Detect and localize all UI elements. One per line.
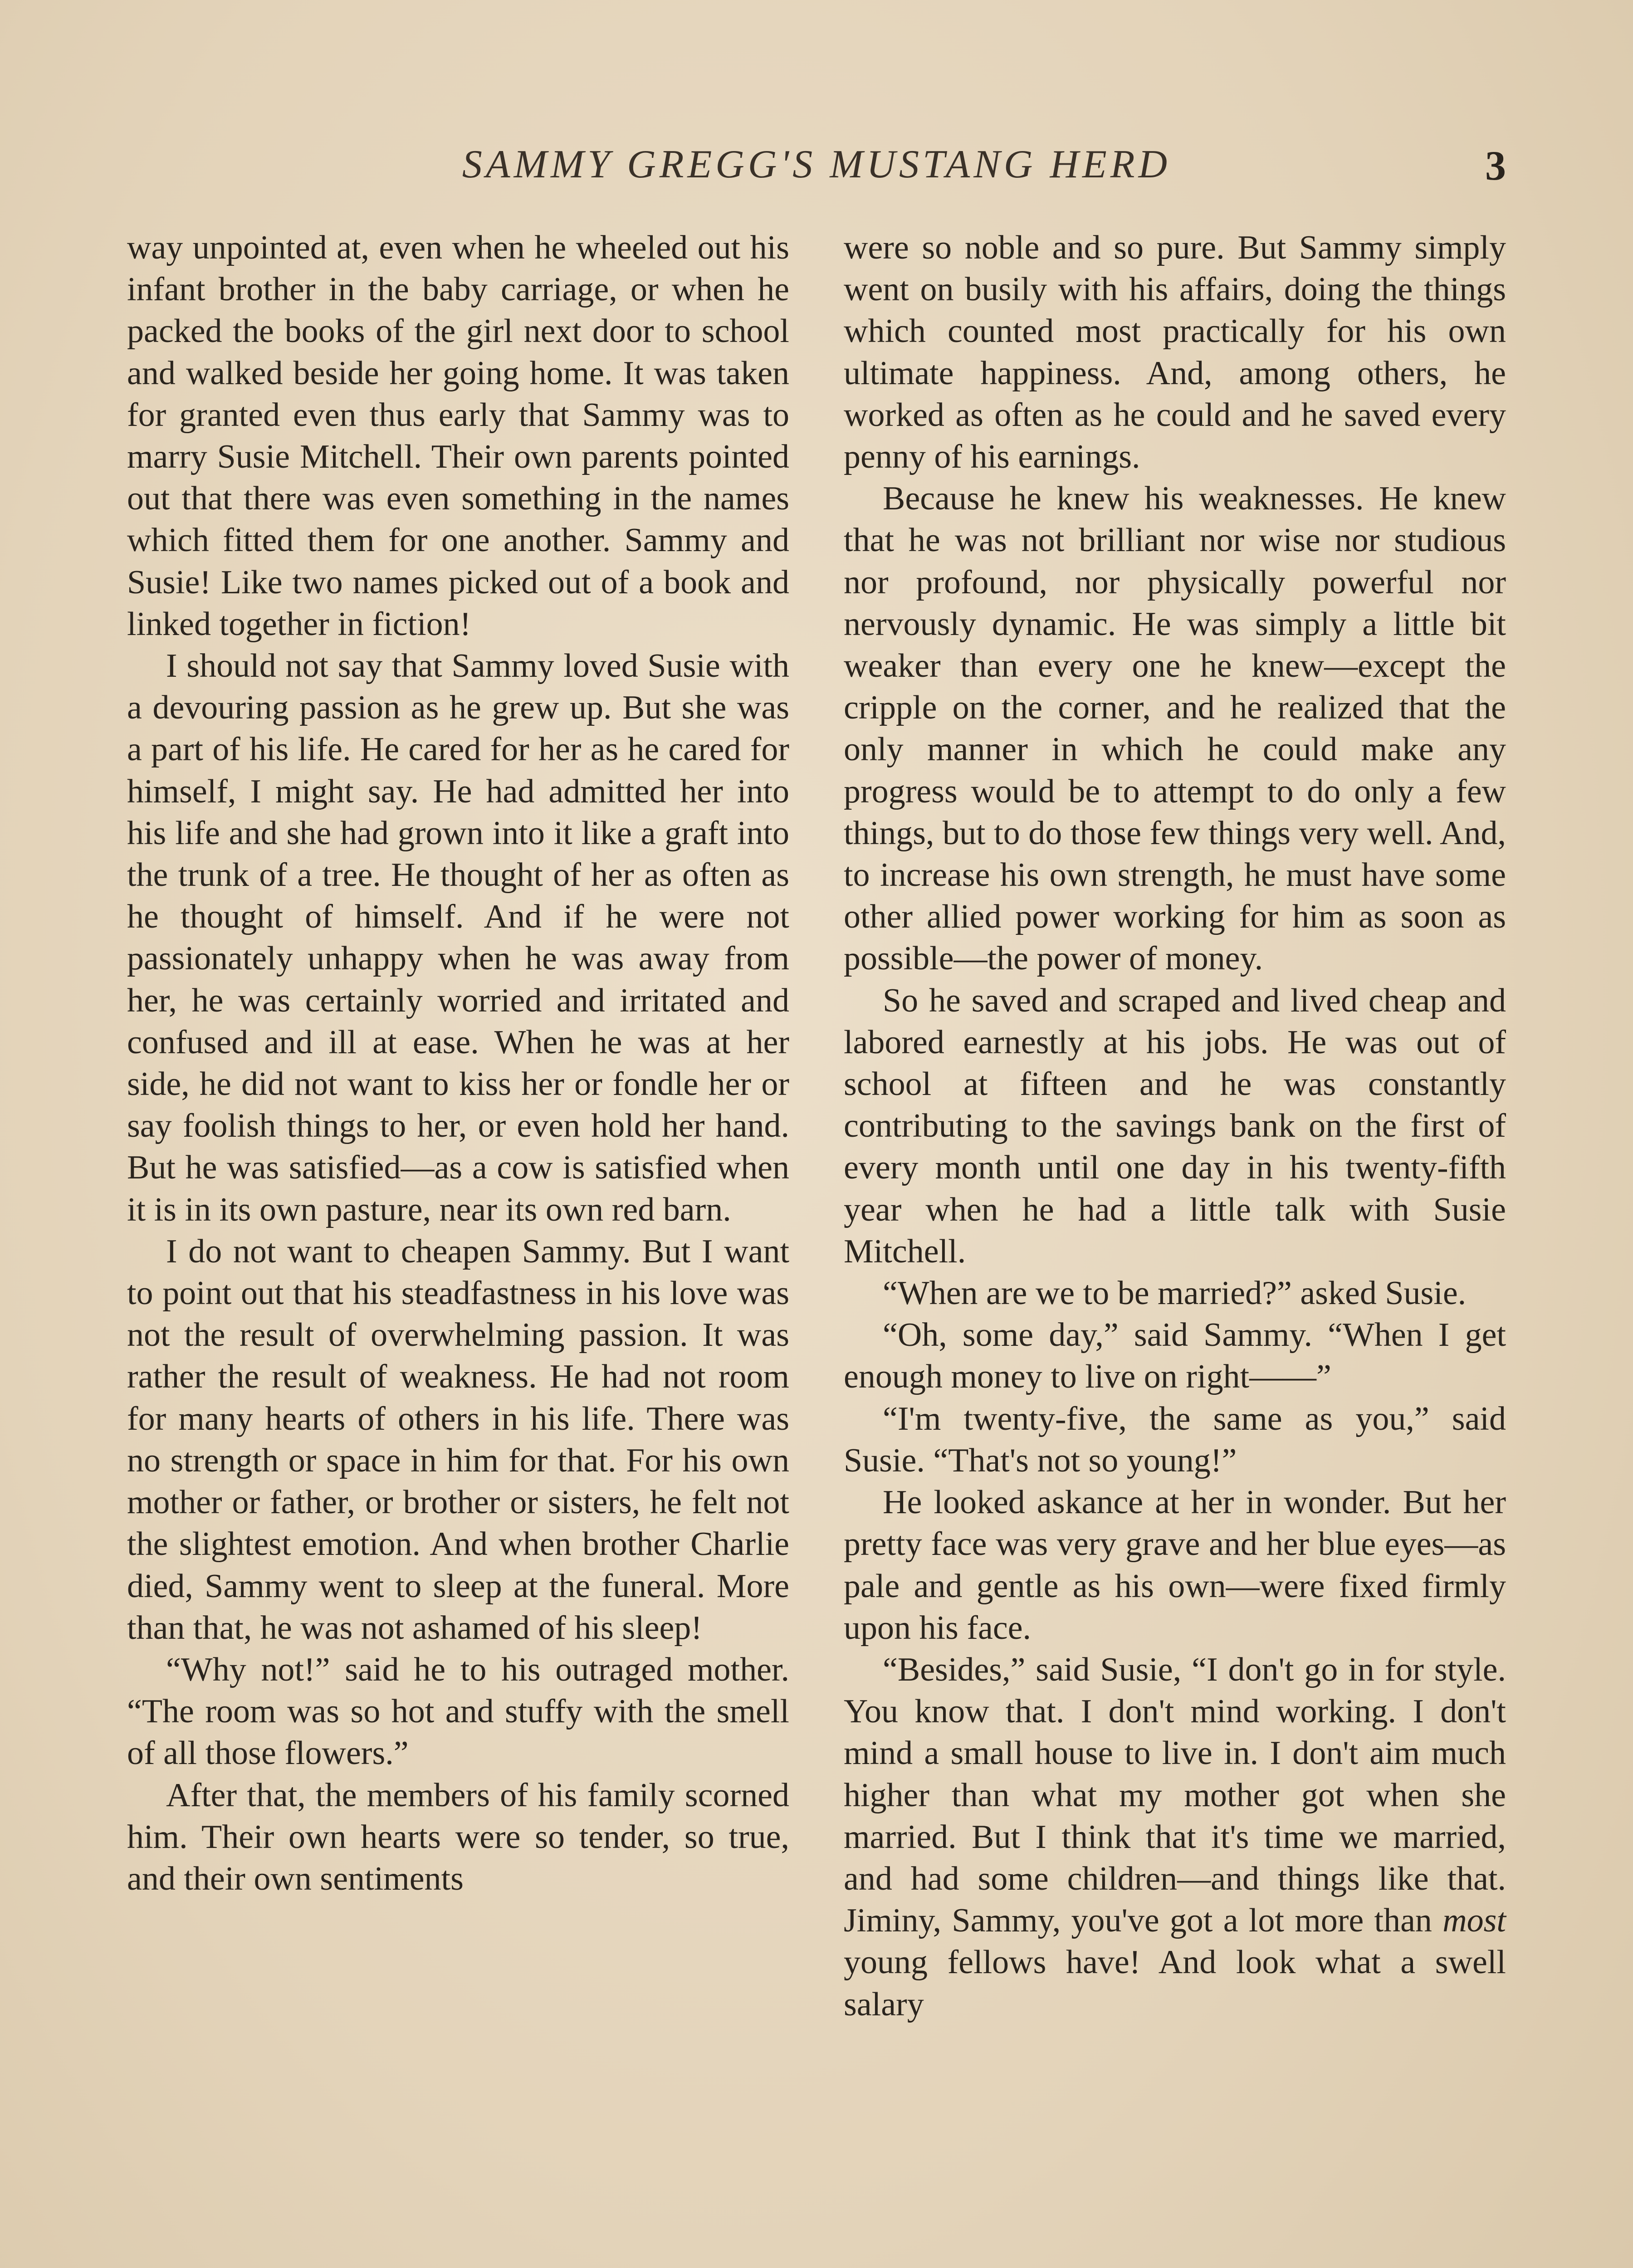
paragraph: Because he knew his weaknesses. He knew that he was not brilliant nor wise nor studious nor profound, nor physically powerful nor nervously dynamic. He was simply a little bit weaker than every one he knew—except the cripple on the corner, and he realized that the only manner in which he could make any progress would be to attempt to do only a few things, but to do those few things very well. And, to increase his own strength, he must have some other allied power working for him as soon as possible—the power of money. bbox=[844, 480, 1506, 978]
paragraph: After that, the members of his family scorned him. Their own hearts were so tender, so true, and their own sentiments bbox=[127, 1776, 789, 1897]
paragraph: “Oh, some day,” said Sammy. “When I get enough money to live on right——” bbox=[844, 1316, 1506, 1396]
paragraph: “I'm twenty-five, the same as you,” said Susie. “That's not so young!” bbox=[844, 1400, 1506, 1479]
right-column bbox=[844, 227, 1506, 2268]
paragraph: I should not say that Sammy loved Susie with a devouring passion as he grew up. But she was a part of his life. He cared for her as he cared for himself, I might say. He had admitted her into his life and she had grown into it like a graft into the trunk of a tree. He thought of her as often as he thought of himself. And if he were not passionately unhappy when he was away from her, he was certainly worried and irritated and confused and ill at ease. When he was at her side, he did not want to kiss her or fondle her or say foolish things to her, or even hold her hand. But he was satisfied—as a cow is satisfied when it is in its own pasture, near its own red barn. bbox=[127, 647, 789, 1228]
paragraph-text: young fellows have! And look what a swell salary bbox=[844, 1944, 1506, 2023]
left-column bbox=[127, 227, 789, 2268]
paragraph: I do not want to cheapen Sammy. But I want to point out that his steadfastness in his love was not the result of overwhelming passion. It was rather the result of weakness. He had not room for many hearts of others in his life. There was no strength or space in him for that. For his own mother or father, or brother or sisters, he felt not the slightest emotion. And when brother Charlie died, Sammy went to sleep at the funeral. More than that, he was not ashamed of his sleep! bbox=[127, 1232, 789, 1647]
running-title: SAMMY GREGG'S MUSTANG HERD bbox=[462, 142, 1171, 186]
paragraph: were so noble and so pure. But Sammy simply went on busily with his affairs, doing the things which counted most practically for his own ultimate happiness. And, among others, he worked as often as he could and he saved every penny of his earnings. bbox=[844, 229, 1506, 476]
paragraph: He looked askance at her in wonder. But her pretty face was very grave and her blue eyes—as pale and gentle as his own—were fixed firmly upon his face. bbox=[844, 1484, 1506, 1647]
page-header bbox=[127, 142, 1506, 196]
paragraph-text: “Besides,” said Susie, “I don't go in for style. You know that. I don't mind working. I don't mind a small house to live in. I don't aim much higher than what my mother got when she married. But I think that it's time we married, and had some children—and things like that. Jiminy, Sammy, you've got a lot more than bbox=[844, 1651, 1506, 1940]
emphasis-text: most bbox=[1442, 1902, 1506, 1940]
paragraph: way unpointed at, even when he wheeled out his infant brother in the baby carriage, or when he packed the books of the girl next door to school and walked beside her going home. It was taken for granted even thus early that Sammy was to marry Susie Mitchell. Their own parents pointed out that there was even something in the names which fitted them for one another. Sammy and Susie! Like two names picked out of a book and linked together in fiction! bbox=[127, 229, 789, 643]
page-number: 3 bbox=[1485, 142, 1506, 189]
paragraph: “When are we to be married?” asked Susie. bbox=[883, 1275, 1467, 1312]
paragraph: So he saved and scraped and lived cheap and labored earnestly at his jobs. He was out of school at fifteen and he was constantly contributing to the savings bank on the first of every month until one day in his twenty-fifth year when he had a little talk with Susie Mitchell. bbox=[844, 982, 1506, 1270]
paragraph bbox=[844, 1649, 1506, 2025]
paragraph: “Why not!” said he to his outraged mother. “The room was so hot and stuffy with the smell of all those flowers.” bbox=[127, 1651, 789, 1772]
text-columns bbox=[127, 227, 1506, 2268]
